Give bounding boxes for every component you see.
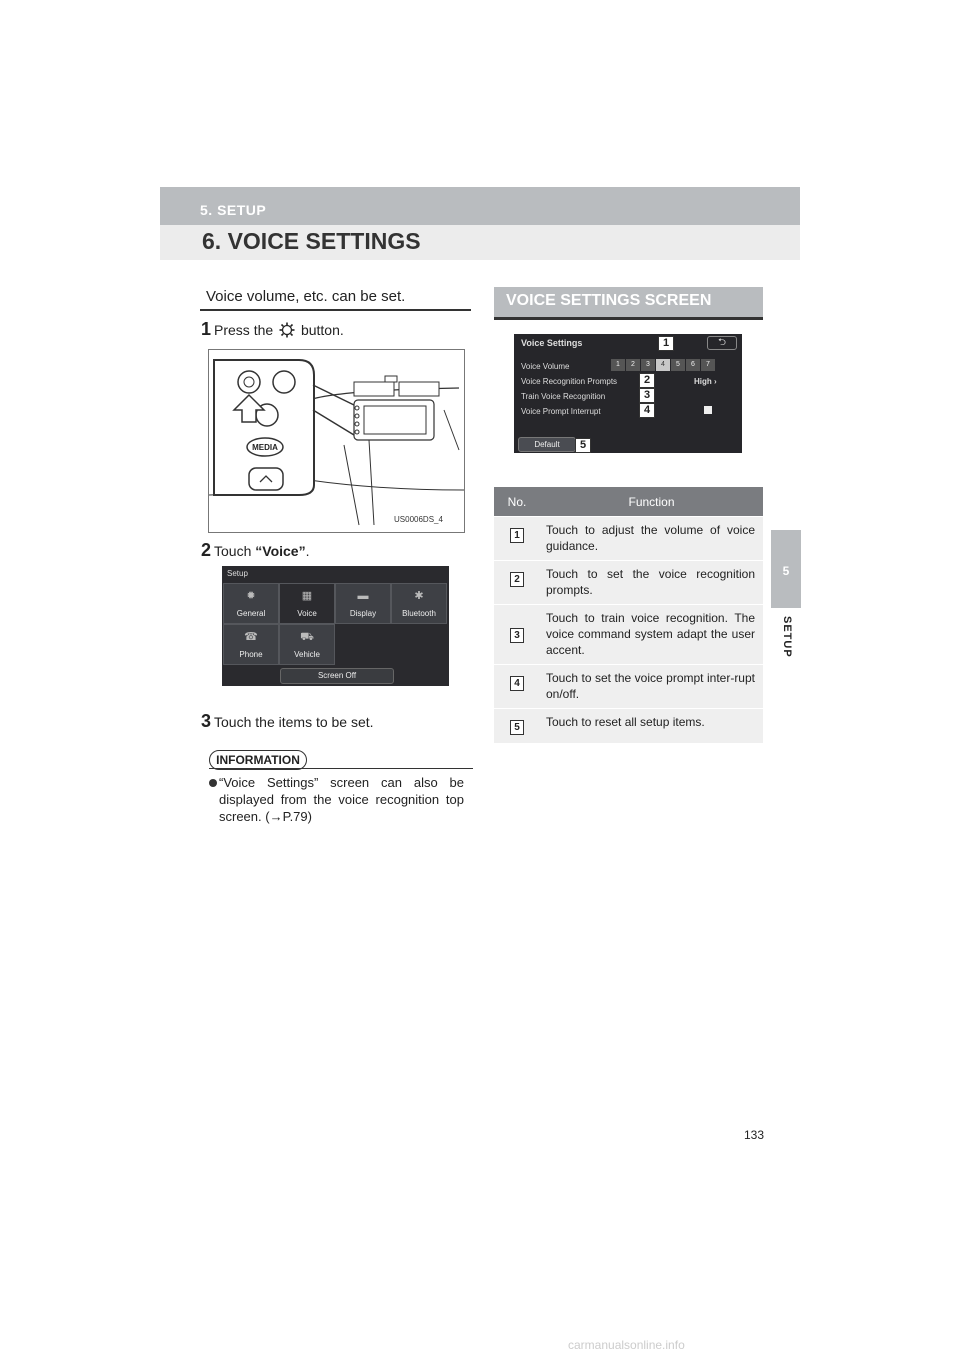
volume-level-1[interactable]: 1 [611,359,625,371]
svg-text:MEDIA: MEDIA [252,443,278,452]
step-1: 1 Press the button. [201,319,344,339]
table-row [494,665,763,709]
tile-phone[interactable]: ☎ Phone [223,624,279,665]
voice-keyword: “Voice” [255,543,306,559]
car-icon: ⛟ [300,631,314,643]
dashboard-illustration [208,349,465,533]
row-function: Touch to reset all setup items. [540,709,763,743]
table-row [494,709,763,743]
setup-gear-icon [279,322,295,338]
volume-level-3[interactable]: 3 [641,359,655,371]
chapter-tab [771,530,801,608]
voice-section-heading: VOICE SETTINGS SCREEN [494,287,763,320]
volume-level-7[interactable]: 7 [701,359,715,371]
table-row [494,605,763,665]
row-number-box: 3 [510,628,524,643]
gear-icon: ✹ [246,590,256,602]
default-button[interactable]: Default [518,437,576,452]
callout-4: 4 [639,403,655,418]
table-row [494,517,763,561]
chapter-label: SETUP [781,616,793,658]
prompts-value: High › [694,377,717,386]
page-number: 133 [744,1128,765,1142]
step-3: 3 Touch the items to be set. [201,711,374,731]
row-function: Touch to adjust the volume of voice guidance. [540,517,763,561]
callout-1: 1 [658,336,674,351]
title-bar [160,225,800,260]
row-train-voice-recognition[interactable]: Train Voice Recognition [521,392,606,401]
volume-level-5[interactable]: 5 [671,359,685,371]
section-header-bar [160,187,800,225]
row-number-box: 2 [510,572,524,587]
section-label: 5. SETUP [200,202,267,218]
tile-vehicle[interactable]: ⛟ Vehicle [279,624,335,665]
chapter-number: 5 [782,564,790,578]
row-voice-recognition-prompts[interactable]: Voice Recognition Prompts [521,377,618,386]
row-number-box: 1 [510,528,524,543]
function-table [494,487,763,743]
tile-voice[interactable]: ▦ Voice [279,583,335,624]
display-icon: ▬ [357,590,369,602]
row-function: Touch to set the voice prompt inter-rupt on/off. [540,665,763,709]
phone-icon: ☎ [244,631,258,643]
volume-level-bar[interactable] [611,359,716,371]
screen-off-button[interactable]: Screen Off [280,668,394,684]
bluetooth-icon: ✱ [414,590,424,602]
voice-screen-title: Voice Settings [521,338,583,348]
row-voice-volume[interactable]: Voice Volume [521,362,570,371]
row-function: Touch to train voice recognition. The voice command system adapt the user accent. [540,605,763,665]
setup-screen [222,566,449,686]
intro-text: Voice volume, etc. can be set. [206,288,406,305]
table-header-row [494,487,763,517]
intro-box [200,287,471,311]
callout-3: 3 [639,388,655,403]
information-text: “Voice Settings” screen can also be displayed from the voice recognition top screen. (→P.79) [209,774,464,825]
voice-settings-screen [514,334,742,453]
back-arrow-icon[interactable]: ⮌ [707,336,737,350]
volume-level-4[interactable]: 4 [656,359,670,371]
table-row [494,561,763,605]
tile-general[interactable]: ✹ General [223,583,279,624]
information-divider [209,768,473,769]
page-title: 6. VOICE SETTINGS [202,228,421,254]
row-voice-prompt-interrupt[interactable]: Voice Prompt Interrupt [521,407,601,416]
callout-5: 5 [575,438,591,453]
callout-2: 2 [639,373,655,388]
voice-icon: ▦ [301,590,313,602]
volume-level-2[interactable]: 2 [626,359,640,371]
header-function: Function [540,487,763,517]
svg-text:US0006DS_4: US0006DS_4 [394,515,443,524]
row-number-box: 4 [510,676,524,691]
step-2: 2 Touch “Voice”. [201,540,310,560]
volume-level-6[interactable]: 6 [686,359,700,371]
row-function: Touch to set the voice recognition prompts. [540,561,763,605]
information-badge: INFORMATION [209,750,307,770]
interrupt-checkbox[interactable] [704,406,712,414]
tile-bluetooth[interactable]: ✱ Bluetooth [391,583,447,624]
bullet-icon [209,779,217,787]
tile-display[interactable]: ▬ Display [335,583,391,624]
row-number-box: 5 [510,720,524,735]
setup-title: Setup [227,569,248,578]
watermark: carmanualsonline.info [568,1338,685,1352]
header-no: No. [494,487,540,517]
